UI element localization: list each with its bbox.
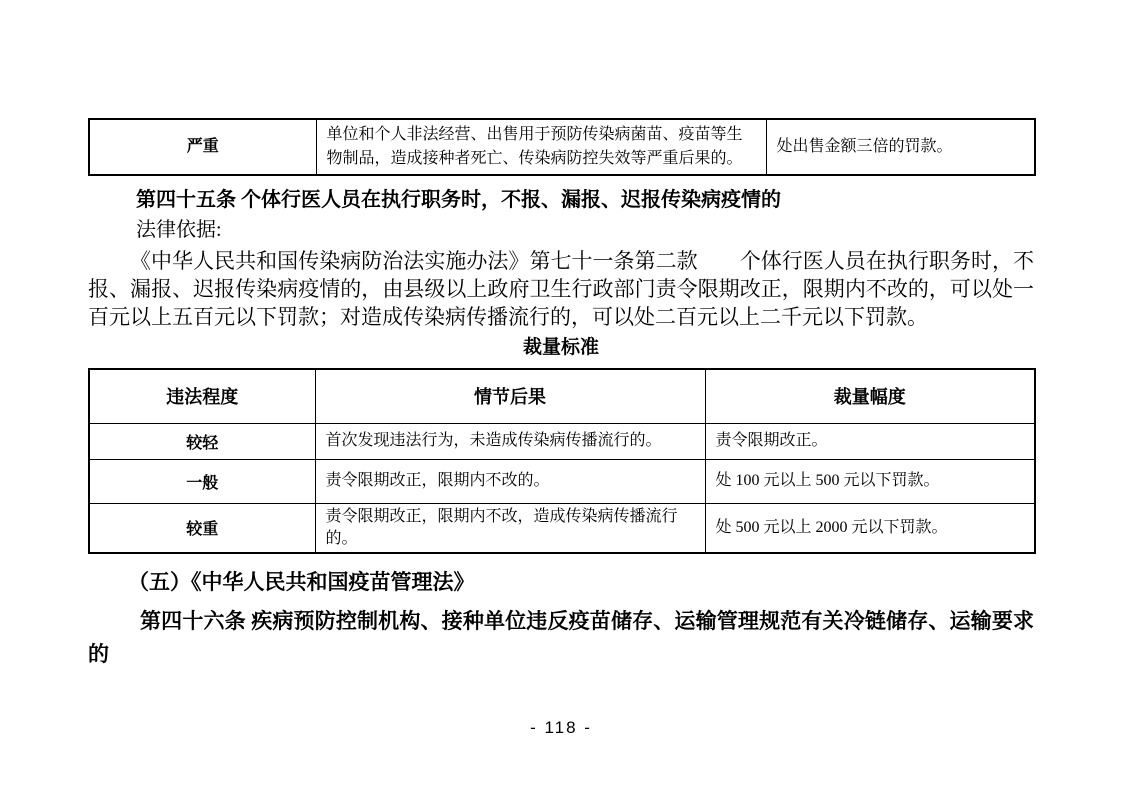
cell-penalty: 处出售金额三倍的罚款。 bbox=[766, 119, 1035, 175]
cell-degree: 严重 bbox=[89, 119, 316, 175]
article-45-heading: 第四十五条 个体行医人员在执行职务时，不报、漏报、迟报传染病疫情的 bbox=[136, 189, 781, 211]
cell-circumstance: 责令限期改正，限期内不改的。 bbox=[315, 459, 705, 503]
standard-title: 裁量标准 bbox=[522, 337, 599, 358]
cell-degree: 较重 bbox=[89, 503, 315, 553]
article-46-heading: 第四十六条 疾病预防控制机构、接种单位违反疫苗储存、运输管理规范有关冷链储存、运输要求的 bbox=[88, 609, 1034, 666]
document-content bbox=[88, 0, 1034, 737]
cell-penalty: 责令限期改正。 bbox=[705, 423, 1035, 459]
table-row-serious bbox=[89, 503, 1035, 553]
page-number: - 118 - bbox=[530, 718, 592, 737]
legal-basis-label: 法律依据: bbox=[136, 219, 222, 241]
cell-penalty: 处 500 元以上 2000 元以下罚款。 bbox=[705, 503, 1035, 553]
header-penalty: 裁量幅度 bbox=[705, 369, 1035, 423]
table-row-severe bbox=[89, 119, 1035, 175]
header-circumstance: 情节后果 bbox=[315, 369, 705, 423]
cell-circumstance: 首次发现违法行为，未造成传染病传播流行的。 bbox=[315, 423, 705, 459]
legal-basis-paragraph: 《中华人民共和国传染病防治法实施办法》第七十一条第二款 个体行医人员在执行职务时，不报、漏报、迟报传染病疫情的，由县级以上政府卫生行政部门责令限期改正，限期内不改的，可以处一百元以上五百元以下罚款；对造成传染病传播流行的，可以处二百元以上二千元以下罚款。 bbox=[88, 249, 1034, 329]
cell-penalty: 处 100 元以上 500 元以下罚款。 bbox=[705, 459, 1035, 503]
cell-degree: 一般 bbox=[89, 459, 315, 503]
previous-table-fragment bbox=[88, 118, 1036, 176]
cell-circumstance: 单位和个人非法经营、出售用于预防传染病菌苗、疫苗等生物制品，造成接种者死亡、传染病防控失效等严重后果的。 bbox=[316, 119, 766, 175]
table-row-minor bbox=[89, 423, 1035, 459]
header-degree: 违法程度 bbox=[89, 369, 315, 423]
cell-degree: 较轻 bbox=[89, 423, 315, 459]
cell-circumstance: 责令限期改正，限期内不改，造成传染病传播流行的。 bbox=[315, 503, 705, 553]
section-5-heading: （五）《中华人民共和国疫苗管理法》 bbox=[128, 570, 475, 594]
table-header-row bbox=[89, 369, 1035, 423]
table-row-general bbox=[89, 459, 1035, 503]
standards-table bbox=[88, 368, 1036, 554]
